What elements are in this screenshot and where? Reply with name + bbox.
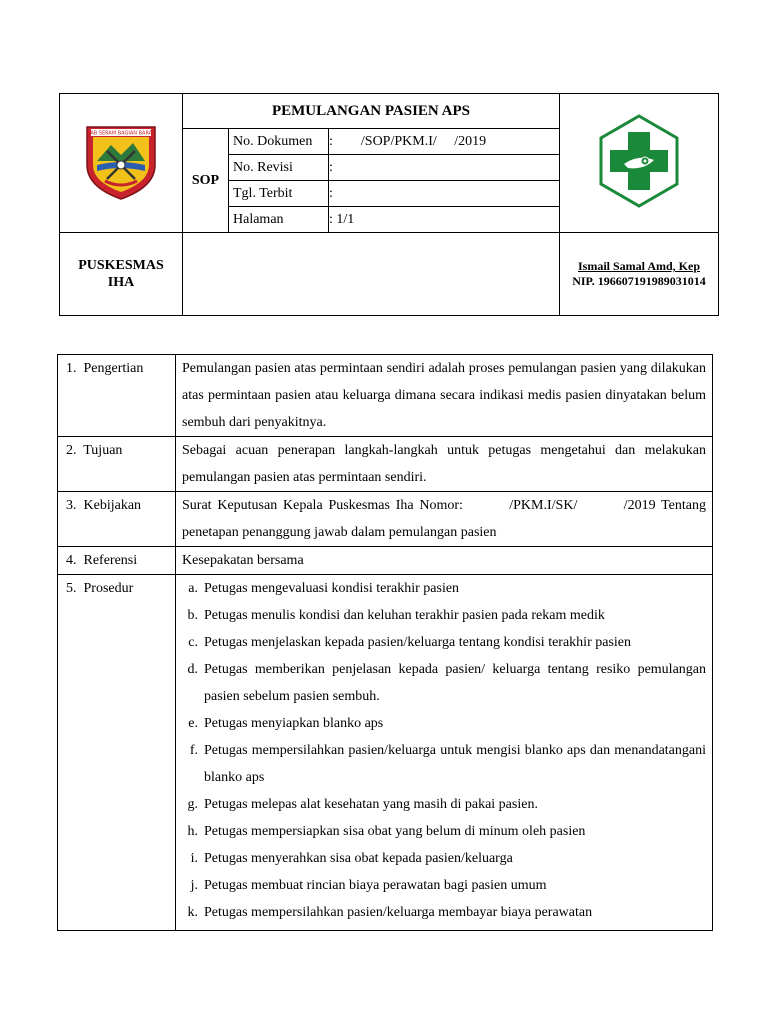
section-label: 1. Pengertian [58,355,176,437]
regency-logo-cell [60,94,183,233]
section-text: Pemulangan pasien atas permintaan sendiri adalah proses pemulangan pasien yang dilakukan atas permintaan pasien atau keluarga dimana secara indikasi medis pasien dinyatakan belum sembuh dari penyakitnya. [176,355,713,437]
step-marker: j. [190,878,198,893]
procedure-step [182,872,706,899]
sop-header-table [59,93,719,316]
sop-content-table [57,354,713,931]
step-marker: h. [187,824,198,839]
section-row-kebijakan [58,492,713,547]
sop-title: PEMULANGAN PASIEN APS [183,94,560,129]
step-text: Petugas menyerahkan sisa obat kepada pasien/keluarga [204,851,513,866]
crest-label: KAB SERAM BAGIAN BARAT [87,130,155,136]
meta-label-terbit: Tgl. Terbit [229,181,329,207]
step-text: Petugas mempersiapkan sisa obat yang belum di minum oleh pasien [204,824,586,839]
section-label: 2. Tujuan [58,437,176,492]
step-text: Petugas memberikan penjelasan kepada pasien/ keluarga tentang resiko pemulangan pasien sebelum pasien sembuh. [204,662,706,704]
procedure-step [182,818,706,845]
step-marker: f. [189,743,198,758]
regency-crest-icon [81,121,161,201]
procedure-list [182,575,706,926]
signer-nip: NIP. 196607191989031014 [572,274,706,288]
step-text: Petugas melepas alat kesehatan yang masih di pakai pasien. [204,797,538,812]
sop-label: SOP [183,129,229,233]
section-label: 4. Referensi [58,547,176,575]
section-row-referensi [58,547,713,575]
step-marker: e. [188,716,198,731]
step-marker: c. [188,635,198,650]
meta-label-dokumen: No. Dokumen [229,129,329,155]
procedure-step [182,899,706,926]
step-marker: g. [187,797,198,812]
procedure-step [182,575,706,602]
meta-value-dokumen: : /SOP/PKM.I/ /2019 [329,129,560,155]
step-marker: i. [190,851,198,866]
meta-label-halaman: Halaman [229,207,329,233]
puskesmas-cross-icon [598,114,680,208]
procedure-step [182,710,706,737]
section-text: Sebagai acuan penerapan langkah-langkah untuk petugas mengetahui dan melakukan pemulangan pasien atas permintaan sendiri. [176,437,713,492]
org-line-2: IHA [107,275,135,290]
step-text: Petugas membuat rincian biaya perawatan bagi pasien umum [204,878,547,893]
procedure-step [182,845,706,872]
section-row-pengertian [58,355,713,437]
procedure-step [182,602,706,629]
blank-cell [183,233,560,316]
procedure-step [182,656,706,710]
section-label: 3. Kebijakan [58,492,176,547]
organization-name [60,233,183,316]
procedure-step [182,629,706,656]
step-text: Petugas mempersilahkan pasien/keluarga membayar biaya perawatan [204,905,593,920]
step-text: Petugas mengevaluasi kondisi terakhir pasien [204,581,460,596]
step-text: Petugas mempersilahkan pasien/keluarga untuk mengisi blanko aps dan menandatangani blanko aps [204,743,706,785]
step-marker: k. [187,905,198,920]
section-text: Kesepakatan bersama [176,547,713,575]
section-row-tujuan [58,437,713,492]
meta-value-halaman: : 1/1 [329,207,560,233]
step-text: Petugas menyiapkan blanko aps [204,716,384,731]
procedure-step [182,737,706,791]
meta-label-revisi: No. Revisi [229,155,329,181]
step-text: Petugas menjelaskan kepada pasien/keluarga tentang kondisi terakhir pasien [204,635,631,650]
meta-value-revisi: : [329,155,560,181]
step-marker: a. [188,581,198,596]
org-line-1: PUSKESMAS [78,258,164,273]
signer-name: Ismail Samal Amd, Kep [577,259,700,273]
meta-value-terbit: : [329,181,560,207]
puskesmas-logo-cell [560,94,719,233]
section-text: Surat Keputusan Kepala Puskesmas Iha Nomor: /PKM.I/SK/ /2019 Tentang penetapan penanggung jawab dalam pemulangan pasien [176,492,713,547]
step-marker: d. [187,662,198,677]
procedure-step [182,791,706,818]
section-label: 5. Prosedur [58,575,176,931]
procedure-cell [176,575,713,931]
section-row-prosedur [58,575,713,931]
step-marker: b. [187,608,198,623]
step-text: Petugas menulis kondisi dan keluhan terakhir pasien pada rekam medik [204,608,605,623]
signer-block [560,233,719,316]
